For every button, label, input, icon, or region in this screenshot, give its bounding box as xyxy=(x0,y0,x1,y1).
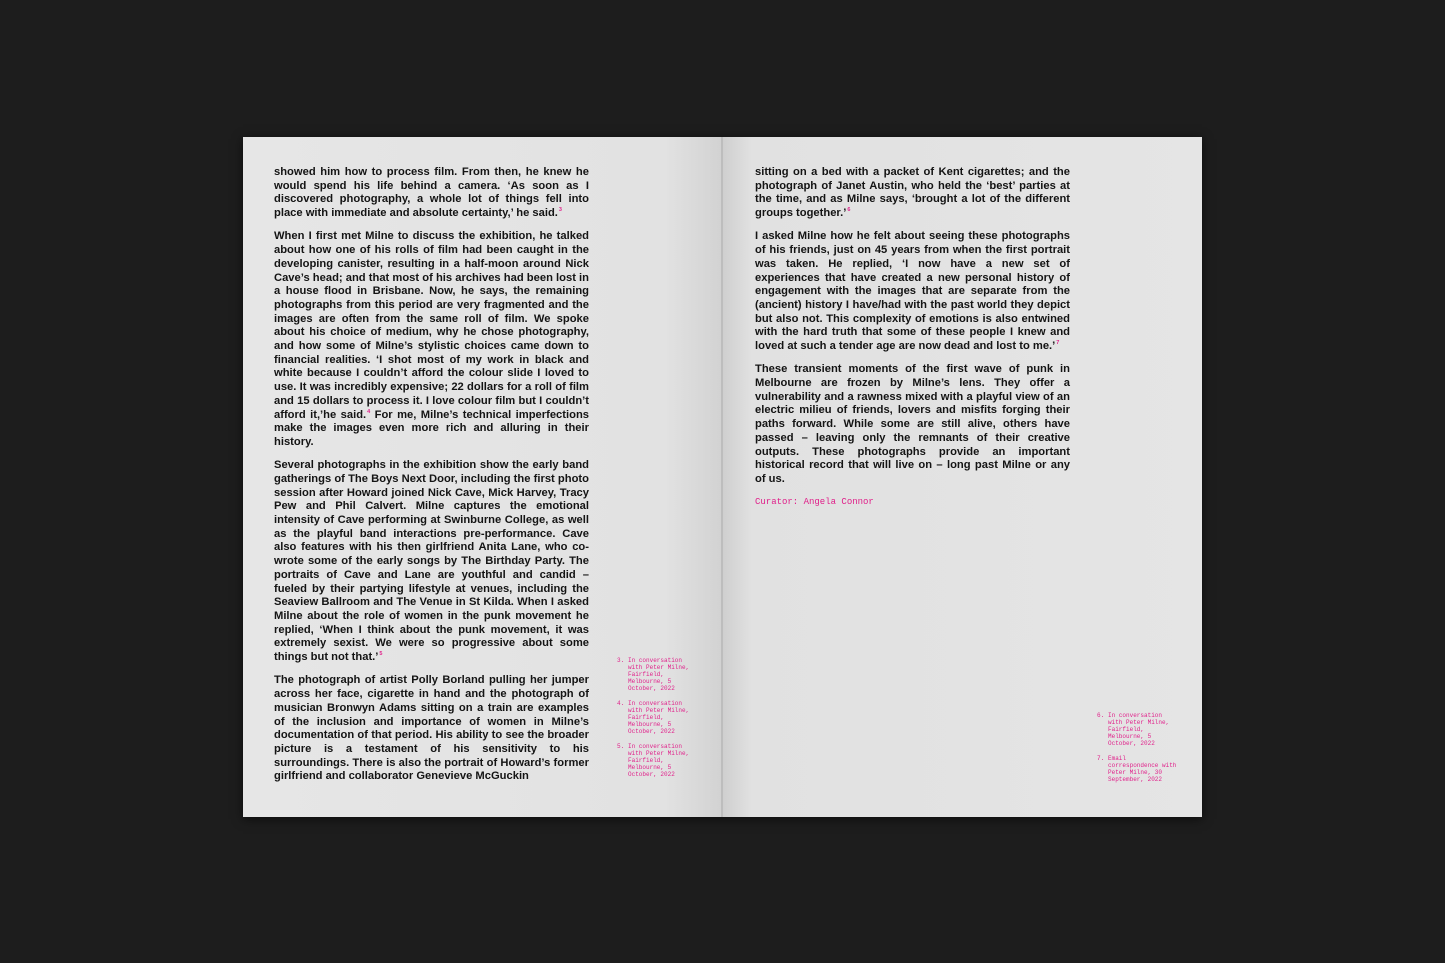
paragraph: Several photographs in the exhibition show the early band gatherings of The Boys Next Door, including the first photo session after Howard joined Nick Cave, Mick Harvey, Tracy Pew and Phil Calvert. Milne captures the emotional intensity of Cave performing at Swinburne College, as well as the playful band interactions pre-performance. Cave also features with his then girlfriend Anita Lane, who co-wrote some of the early songs by The Birthday Party. The portraits of Cave and Lane are youthful and candid – fueled by their partying lifestyle at venues, including the Seaview Ballroom and The Venue in St Kilda. When I asked Milne about the role of women in the punk movement he replied, ‘When I think about the punk movement, it was extremely sexist. We were so progressive about some things but not that.’$^5$ xyxy=(274,459,589,664)
footnote-ref: 6 xyxy=(847,207,851,214)
left-page xyxy=(243,137,722,817)
paragraph: showed him how to process film. From then, he knew he would spend his life behind a camera. ‘As soon as I discovered photography, a whole lot of things fell into place with immediate and absolute certainty,’ he said.$^3$ xyxy=(274,166,589,220)
curator-credit: Curator: Angela Connor xyxy=(755,497,874,508)
footnote-ref: 5 xyxy=(379,651,383,658)
footnote-ref: 3 xyxy=(558,207,562,214)
paragraph: When I first met Milne to discuss the exhibition, he talked about how one of his rolls of film had been caught in the developing canister, resulting in a half-moon around Nick Cave’s head; and that most of his archives had been lost in a house flood in Brisbane. Now, he says, the remaining photographs from this period are very fragmented and the images are often from the same roll of film. We spoke about his choice of medium, why he chose photography, and how some of Milne’s stylistic choices came down to financial realities. ‘I shot most of my work in black and white because I couldn’t afford the colour slide I loved to use. It was incredibly expensive; 22 dollars for a roll of film and 15 dollars to process it. I love colour film but I couldn’t afford it,’he said.$^4$ For me, Milne’s technical imperfections make the images even more rich and alluring in their history. xyxy=(274,230,590,448)
paragraph: These transient moments of the first wave of punk in Melbourne are frozen by Milne’s lens. They offer a vulnerability and a rawness mixed with a playful view of an electric milieu of friends, lovers and misfits forging their paths forward. While some are still alive, others have passed – leaving only the remnants of their creative outputs. These photographs provide an important historical record that will live on – long past Milne or any of us. xyxy=(755,363,1070,485)
book-spread xyxy=(243,137,1202,817)
paragraph: I asked Milne how he felt about seeing these photographs of his friends, just on 45 years from when the first portrait was taken. He replied, ‘I now have a new set of experiences that have created a new personal history of engagement with the images that are separate from the (ancient) history I have/had with the past world they depict but also not. This complexity of emotions is also entwined with the hard truth that some of these people I knew and loved at such a tender age are now dead and lost to me.’$^7$ xyxy=(755,230,1070,353)
left-footnotes xyxy=(617,657,699,786)
footnote: 5. In conversation with Peter Milne, Fairfield, Melbourne, 5 October, 2022 xyxy=(617,743,690,778)
right-footnotes xyxy=(1097,712,1179,791)
footnote: 6. In conversation with Peter Milne, Fairfield, Melbourne, 5 October, 2022 xyxy=(1097,712,1170,747)
footnote: 7. Email correspondence with Peter Milne, 30 September, 2022 xyxy=(1097,755,1177,783)
footnote-ref: 4 xyxy=(367,408,371,415)
paragraph: sitting on a bed with a packet of Kent cigarettes; and the photograph of Janet Austin, who held the ‘best’ parties at the time, and as Milne says, ‘brought a lot of the different groups together.’$^6$ xyxy=(755,166,1070,220)
paragraph: The photograph of artist Polly Borland pulling her jumper across her face, cigarette in hand and the photograph of musician Bronwyn Adams sitting on a train are examples of the inclusion and importance of women in Milne’s documentation of that period. His ability to see the broader picture is a testament of his sensitivity to his surroundings. There is also the portrait of Howard’s former girlfriend and collaborator Genevieve McGuckin xyxy=(274,674,589,783)
footnote: 3. In conversation with Peter Milne, Fairfield, Melbourne, 5 October, 2022 xyxy=(617,657,690,692)
footnote-ref: 7 xyxy=(1056,340,1060,347)
right-text-column xyxy=(755,166,1070,510)
left-text-column xyxy=(274,166,589,794)
right-page xyxy=(723,137,1202,817)
footnote: 4. In conversation with Peter Milne, Fairfield, Melbourne, 5 October, 2022 xyxy=(617,700,690,735)
